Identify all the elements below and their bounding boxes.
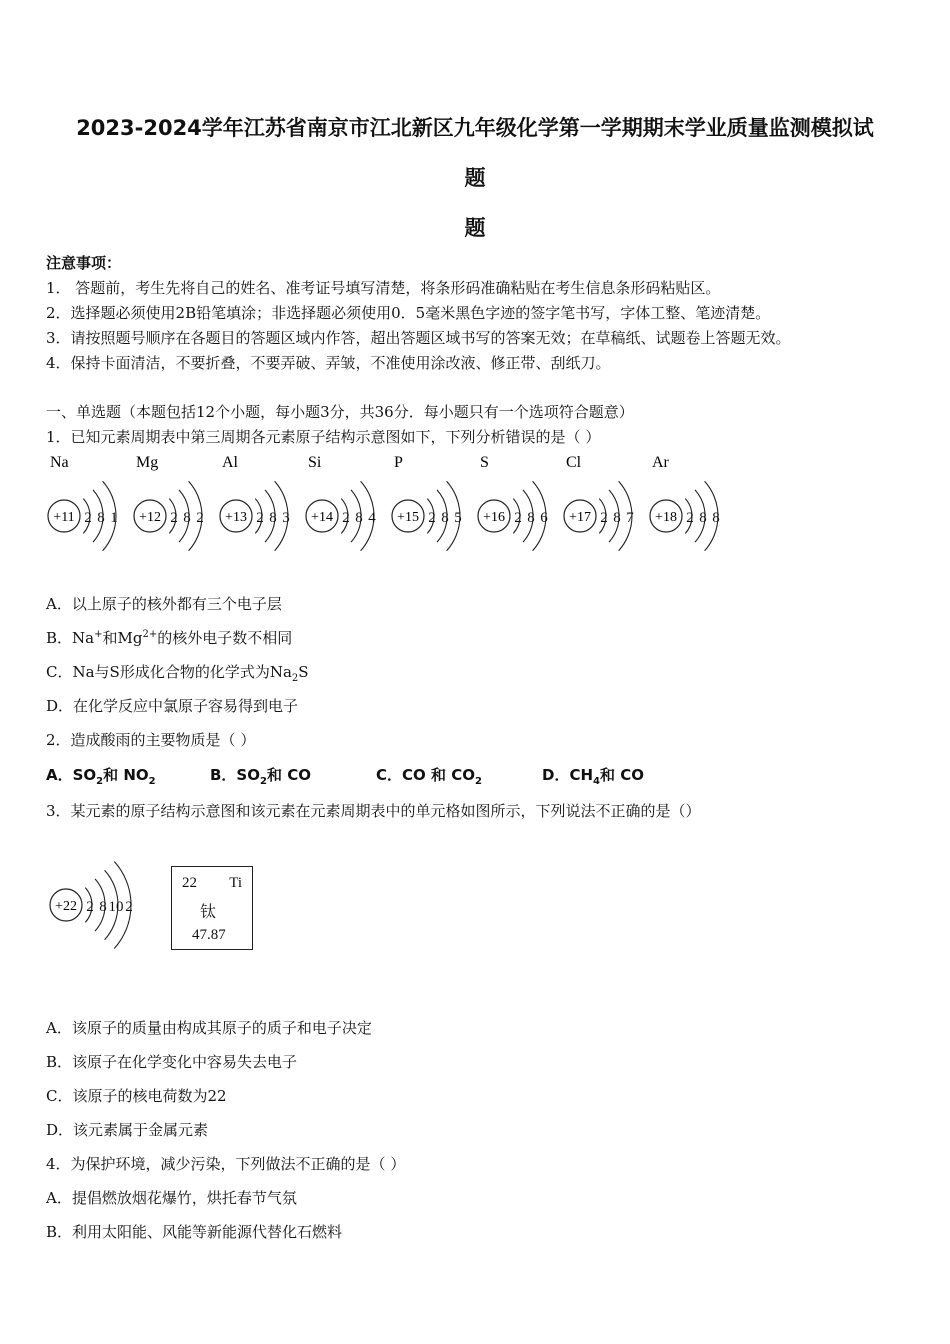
q2-option-a[interactable] [46,764,210,787]
notice-heading: 注意事项： [46,254,122,272]
q2-c-t1: C．CO 和 CO [376,766,475,784]
notice-item-3: 3．请按照题号顺序在各题目的答题区域内作答，超出答题区域书写的答案无效；在草稿纸、试题卷上答题无效。 [46,329,791,347]
atom-al-symbol: Al [222,454,238,471]
atom-ar-symbol: Ar [652,454,669,471]
q2-b-s1: 2 [260,776,267,787]
atom-p-shell-electrons: 5 [454,510,462,526]
q1-atomic-structure-diagrams [40,450,740,570]
q4-stem: 4．为保护环境，减少污染，下列做法不正确的是（ ） [46,1155,406,1173]
notice-item-4: 4．保持卡面清洁，不要折叠，不要弄破、弄皱，不准使用涂改液、修正带、刮纸刀。 [46,354,611,372]
atom-si-symbol: Si [308,454,322,471]
q3-stem: 3．某元素的原子结构示意图和该元素在元素周期表中的单元格如图所示，下列说法不正确的是（） [46,802,701,820]
atom-si-nucleus-charge: +14 [311,510,333,525]
q2-options [46,764,644,787]
q1-option-c-text2: S [298,663,309,681]
q1-option-c-text1: C．Na与S形成化合物的化学式为Na [46,663,292,681]
q2-stem: 2．造成酸雨的主要物质是（ ） [46,731,256,749]
atom-na-shell-electrons: 2 [84,510,92,526]
atom-si-shell-electrons: 4 [368,510,376,526]
atom-cl-shell-electrons: 2 [600,510,608,526]
atom-p-shell-electrons: 8 [441,510,449,526]
atom-al-shell-electrons: 8 [269,510,277,526]
q3-option-b[interactable]: B．该原子在化学变化中容易失去电子 [46,1053,298,1071]
atom-s-shell-electrons: 6 [540,510,548,526]
cell-atomic-number: 22 [182,875,197,891]
atom-al-shell-electrons: 2 [256,510,264,526]
q2-b-t1: B．SO [210,766,260,784]
atom-p-nucleus-charge: +15 [397,510,419,525]
atom-mg-shell-electrons: 2 [170,510,178,526]
atom-al-shell-electrons: 3 [282,510,290,526]
q3-atomic-structure-diagram [40,835,160,975]
atom-s-nucleus-charge: +16 [483,510,505,525]
cell-element-symbol: Ti [229,875,242,891]
atom-s-shell-electrons: 2 [514,510,522,526]
atom-na-shell-electrons: 1 [110,510,118,526]
q2-b-t2: 和 CO [266,766,311,784]
exam-title-line3: 题 [464,216,486,240]
q4-option-a[interactable]: A．提倡燃放烟花爆竹，烘托春节气氛 [46,1189,297,1207]
exam-title-line2: 题 [464,166,486,190]
atom-cl-symbol: Cl [566,454,582,471]
ti-atom-shell-electrons: 10 [108,899,124,915]
q2-a-s2: 2 [148,776,156,787]
atom-al-nucleus-charge: +13 [225,510,247,525]
atom-ar-shell-electrons: 8 [712,510,720,526]
notice-item-1: 1． 答题前，考生先将自己的姓名、准考证号填写清楚，将条形码准确粘贴在考生信息条形码粘贴区。 [46,279,721,297]
q1-option-b-text1: B．Na [46,629,95,647]
atom-si-shell-electrons: 2 [342,510,350,526]
notice-item-2: 2．选择题必须使用2B铅笔填涂；非选择题必须使用0．5毫米黑色字迹的签字笔书写，字体工整、笔迹清楚。 [46,304,771,322]
q2-a-s1: 2 [96,776,104,787]
atom-s-shell-electrons: 8 [527,510,535,526]
exam-title-line1: 2023-2024学年江苏省南京市江北新区九年级化学第一学期期末学业质量监测模拟试 [76,116,874,140]
atom-ar-shell-electrons: 2 [686,510,694,526]
q1-option-b[interactable] [46,627,292,648]
atom-ar-nucleus-charge: +18 [655,510,677,525]
atom-na-nucleus-charge: +11 [53,510,75,525]
q1-option-a[interactable]: A．以上原子的核外都有三个电子层 [46,595,282,613]
cell-element-name: 钛 [200,904,217,921]
q2-a-t1: A．SO [46,766,97,784]
q3-option-a[interactable]: A．该原子的质量由构成其原子的质子和电子决定 [46,1019,372,1037]
ti-atom-nucleus-charge: +22 [55,899,77,914]
q1-option-b-sup2: 2+ [142,629,158,640]
q2-d-t2: 和 CO [599,766,644,784]
ti-atom-shell-electrons: 8 [99,899,107,915]
atom-p-symbol: P [394,454,403,471]
q3-option-d[interactable]: D．该元素属于金属元素 [46,1121,209,1139]
atom-na-symbol: Na [50,454,69,471]
atom-mg-symbol: Mg [136,454,159,471]
cell-atomic-mass: 47.87 [192,927,226,943]
q1-option-b-sup1: + [94,629,103,640]
q1-option-b-text2: 和Mg [102,629,143,647]
atom-p-shell-electrons: 2 [428,510,436,526]
q2-option-b[interactable] [210,764,376,787]
atom-cl-shell-electrons: 7 [626,510,634,526]
q2-a-t2: 和 NO [103,766,149,784]
ti-atom-shell-electrons: 2 [86,899,94,915]
atom-ar-shell-electrons: 8 [699,510,707,526]
section-heading: 一、单选题（本题包括12个小题，每小题3分，共36分．每小题只有一个选项符合题意） [46,403,634,421]
q3-option-c[interactable]: C．该原子的核电荷数为22 [46,1087,227,1105]
atom-na-shell-electrons: 8 [97,510,105,526]
q1-option-c[interactable] [46,661,309,684]
q1-option-d[interactable]: D．在化学反应中氯原子容易得到电子 [46,697,299,715]
atom-s-symbol: S [480,454,489,471]
q2-d-s1: 4 [593,776,600,787]
atom-mg-shell-electrons: 8 [183,510,191,526]
q2-option-c[interactable] [376,764,542,787]
atom-si-shell-electrons: 8 [355,510,363,526]
q2-c-s1: 2 [474,776,482,787]
q1-stem: 1．已知元素周期表中第三周期各元素原子结构示意图如下，下列分析错误的是（ ） [46,428,601,446]
atom-cl-nucleus-charge: +17 [569,510,591,525]
q3-periodic-table-cell [171,866,253,950]
atom-cl-shell-electrons: 8 [613,510,621,526]
ti-atom-shell-electrons: 2 [125,899,133,915]
atom-mg-nucleus-charge: +12 [139,510,161,525]
q2-option-d[interactable] [542,764,644,787]
q4-option-b[interactable]: B．利用太阳能、风能等新能源代替化石燃料 [46,1223,343,1241]
q2-d-t1: D．CH [542,766,594,784]
q1-option-c-sub: 2 [291,673,299,684]
atom-mg-shell-electrons: 2 [196,510,204,526]
q1-option-b-text3: 的核外电子数不相同 [157,629,293,647]
